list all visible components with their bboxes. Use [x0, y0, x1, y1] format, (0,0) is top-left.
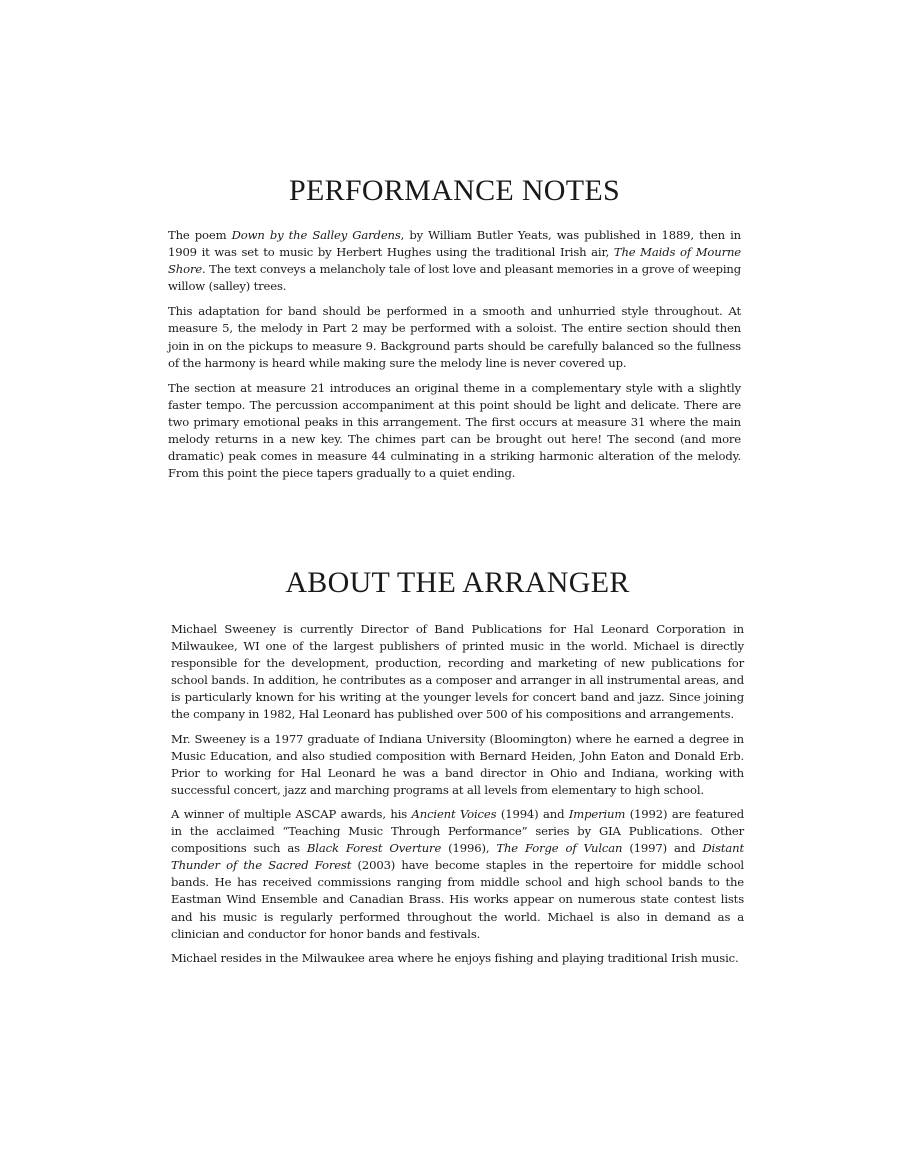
- about-arranger-paragraph-4: Michael resides in the Milwaukee area where he enjoys fishing and playing traditional Irish music.: [171, 950, 739, 965]
- performance-notes-heading: PERFORMANCE NOTES: [289, 174, 620, 207]
- text-run: A winner of multiple ASCAP awards, his: [171, 806, 412, 821]
- text-run: (1994) and: [496, 806, 569, 821]
- work-title: Black Forest Overture: [306, 841, 442, 856]
- performance-notes-paragraph-1: [168, 227, 741, 295]
- text-run: (1992) are featured in the acclaimed “Teaching Music Through Performance” series by GIA Publications. Other compositions such as: [171, 806, 744, 856]
- performance-notes-section: [168, 176, 741, 490]
- about-arranger-paragraph-1: Michael Sweeney is currently Director of Band Publications for Hal Leonard Corporation in Milwaukee, WI one of the largest publishers of printed music in the world. Michael is directly responsible for the development, production, recording and marketing of new publications for school bands. In addition, he contributes as a composer and arranger in all instrumental areas, and is particularly known for his writing at the younger levels for concert band and jazz. Since joining the company in 1982, Hal Leonard has published over 500 of his compositions and arrangements.: [171, 622, 744, 722]
- performance-notes-paragraph-3: The section at measure 21 introduces an original theme in a complementary style with a slightly faster tempo. The percussion accompaniment at this point should be light and delicate. There are two primary emotional peaks in this arrangement. The first occurs at measure 31 where the main melody returns in a new key. The chimes part can be brought out here! The second (and more dramatic) peak comes in measure 44 culminating in a striking harmonic alteration of the melody. From this point the piece tapers gradually to a quiet ending.: [168, 380, 741, 481]
- air-title: The Maids of Mourne Shore: [168, 245, 741, 277]
- work-title: Ancient Voices: [411, 806, 497, 821]
- text-run: (1996),: [441, 841, 497, 856]
- about-arranger-section: [171, 568, 744, 974]
- performance-notes-paragraph-2: This adaptation for band should be performed in a smooth and unhurried style throughout. At measure 5, the melody in Part 2 may be performed with a soloist. The entire section should then join in on the pickups to measure 9. Background parts should be carefully balanced so the fullness of the harmony is heard while making sure the melody line is never covered up.: [168, 304, 741, 370]
- text-run: . The text conveys a melancholy tale of lost love and pleasant memories in a grove of weeping willow (salley) trees.: [168, 262, 741, 294]
- text-run: The poem: [168, 228, 232, 242]
- poem-title: Down by the Salley Gardens: [231, 228, 401, 242]
- text-run: (1997) and: [622, 841, 703, 856]
- about-arranger-paragraph-2: Mr. Sweeney is a 1977 graduate of Indiana University (Bloomington) where he earned a degree in Music Education, and also studied composition with Bernard Heiden, John Eaton and Donald Erb. Prior to working for Hal Leonard he was a band director in Ohio and Indiana, working with successful concert, jazz and marching programs at all levels from elementary to high school.: [171, 731, 744, 797]
- work-title: Imperium: [568, 806, 626, 821]
- text-run: (2003) have become staples in the repertoire for middle school bands. He has received commissions ranging from middle school and high school bands to the Eastman Wind Ensemble and Canadian Brass. His works appear on numerous state contest lists and his music is regularly performed throughout the world. Michael is also in demand as a clinician and conductor for honor bands and festivals.: [171, 858, 744, 941]
- work-title: The Forge of Vulcan: [496, 841, 623, 856]
- work-title: Distant Thunder of the Sacred Forest: [171, 841, 744, 873]
- text-run: , by William Butler Yeats, was published in 1889, then in 1909 it was set to music by Herbert Hughes using the traditional Irish air,: [168, 228, 741, 260]
- about-arranger-paragraph-3: [171, 806, 744, 943]
- about-arranger-heading: ABOUT THE ARRANGER: [285, 566, 630, 599]
